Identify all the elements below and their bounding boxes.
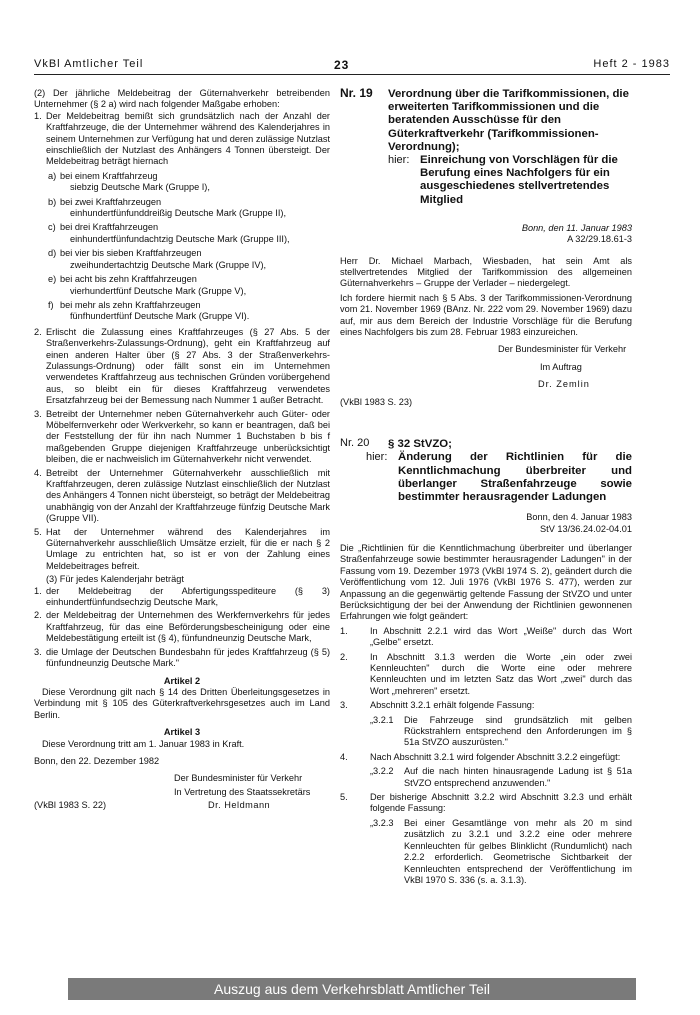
article-2-text: Diese Verordnung gilt nach § 14 des Dritten Überleitungsgesetzes in Verbindung mit § 105 des Güterkraftverkehrsgesetzes auch im Land Berlin. xyxy=(34,686,330,720)
page-number: 23 xyxy=(334,58,350,72)
reg-number-19: Nr. 19 xyxy=(340,86,373,100)
footer-banner: Auszug aus dem Verkehrsblatt Amtlicher Teil xyxy=(68,978,636,1000)
sub-item-e: e) bei acht bis zehn Kraftfahrzeugen vierhundertfünf Deutsche Mark (Gruppe V), xyxy=(48,274,247,296)
para-19a: Herr Dr. Michael Marbach, Wiesbaden, hat sein Amt als stellvertretendes Mitglied der Tarifkommission des allgemeinen Güternahverkehrs – Gruppe der Verlader – niedergelegt. xyxy=(340,255,632,289)
item-2: 2. Erlischt die Zulassung eines Kraftfahrzeuges (§ 27 Abs. 5 der Straßenverkehrs-Zulassungs-Ordnung), geht ein Kraftfahrzeug auf einen anderen Halter über (§ 27 Abs. 3 der Straßenverkehrs-Zulassungs-Ordnung) oder fällt sonst ein im Unternehmen verwendetes Kraftfahrzeug aus technischen Gründen vorübergehend aus, so bleibt ein für dieses Kraftfahrzeug verwendetes Ersatzfahrzeug bei der Bemessung nach Nummer 1 außer Betracht. xyxy=(34,326,330,406)
regulation-19 xyxy=(340,88,632,154)
hier-20 xyxy=(366,451,632,504)
quote-3-2-2: „3.2.2 Auf die nach hinten hinausragende Ladung ist § 51a StVZO entsprechend anzuwenden." xyxy=(370,766,632,788)
change-3: 3. Abschnitt 3.2.1 erhält folgende Fassung: xyxy=(340,700,535,711)
header-issue: Heft 2 - 1983 xyxy=(593,58,670,70)
para-2-intro: (2) Der jährliche Meldebeitrag der Güternahverkehr betreibenden Unternehmer (§ 2 a) wird nach folgender Maßgabe erhoben: xyxy=(34,88,330,110)
change-4: 4. Nach Abschnitt 3.2.1 wird folgender Abschnitt 3.2.2 eingefügt: xyxy=(340,751,621,762)
para3-item-3: 3. die Umlage der Deutschen Bundesbahn für jedes Kraftfahrzeug (§ 5) fünfundneunzig Deutsche Mark." xyxy=(34,646,330,669)
date-20: Bonn, den 4. Januar 1983 xyxy=(526,512,632,523)
date-19: Bonn, den 11. Januar 1983 xyxy=(521,222,632,233)
sig19-name: Dr. Zemlin xyxy=(538,379,590,390)
para-3: (3) Für jedes Kalenderjahr beträgt xyxy=(46,574,184,585)
change-1: 1. In Abschnitt 2.2.1 wird das Wort „Weiße" durch das Wort „Gelbe" ersetzt. xyxy=(340,625,632,648)
item-1: 1. Der Meldebeitrag bemißt sich grundsätzlich nach der Anzahl der Kraftfahrzeuge, die der Unternehmer während des Kalenderjahres in seinem Unternehmen zur Verfügung hat und deren zulässige Nutzlast einschließlich der Nutzlast des Anhängers 4 Tonnen übersteigt. Der Meldebeitrag beträgt hiernach xyxy=(34,110,330,167)
hier-text-20: Änderung der Richtlinien für die Kenntlichmachung überbreiter und überlanger Straßenfahrzeuge sowie bestimmter herausragender Ladungen xyxy=(398,451,632,503)
file-ref-19: A 32/29.18.61-3 xyxy=(567,234,632,245)
reg-number-20: Nr. 20 xyxy=(340,437,370,450)
reg-title-19: Verordnung über die Tarifkommissionen, die erweiterten Tarifkommissionen und die beratenden Ausschüsse für den Güterkraftverkehr (Tarifkommissionen-Verordnung); xyxy=(388,88,629,153)
para3-item-2: 2. der Meldebeitrag der Unternehmen des Werkfernverkehrs für jedes Kraftfahrzeug, für das eine Beförderungsbescheinigung oder eine Meldebestätigung erteilt ist (§ 4), fünfundneunzig Deutsche Mark, xyxy=(34,610,330,644)
hier-19 xyxy=(388,154,632,207)
para3-item-1: 1. der Meldebeitrag der Abfertigungsspediteure (§ 3) einhundertfünfundsechzig Deutsche Mark, xyxy=(34,585,330,608)
sub-list xyxy=(34,171,330,323)
hier-label: hier: xyxy=(388,154,410,167)
page-header xyxy=(34,58,670,75)
item-4: 4. Betreibt der Unternehmer Güternahverkehr ausschließlich mit Kraftfahrzeugen, deren zulässige Nutzlast einschließlich der Nutzlast des Anhängers 4 Tonnen nicht übersteigt, so beträgt der Meldebeitrag unabhängig von der Anzahl der Kraftfahrzeuge fünfzig Deutsche Mark (Gruppe VII). xyxy=(34,467,330,524)
change-5: 5. Der bisherige Abschnitt 3.2.2 wird Abschnitt 3.2.3 und erhält folgende Fassung: xyxy=(340,792,632,814)
item-5: 5. Hat der Unternehmer während des Kalenderjahres im Güternahverkehr ausschließlich Umsätze erzielt, für die er nach § 2 Umlage zu entrichten hat, so ist er von der Zahlung eines Meldebeitrages befreit. xyxy=(34,526,330,571)
sub-item-c: c) bei drei Kraftfahrzeugen einhundertfünfundachtzig Deutsche Mark (Gruppe III), xyxy=(48,222,290,244)
signature-title: Der Bundesminister für Verkehr xyxy=(174,773,303,784)
left-ref: (VkBl 1983 S. 22) xyxy=(34,800,107,811)
article-3-title: Artikel 3 xyxy=(163,727,201,738)
sig19-title: Der Bundesminister für Verkehr xyxy=(498,344,627,355)
item-3: 3. Betreibt der Unternehmer neben Güternahverkehr auch Güter- oder Möbelfernverkehr oder Werkverkehr, so kann er beantragen, daß bei der Feststellung der für ihn nach Nummer 1 Buchstaben b bis f maßgebenden Gruppe diejenigen Kraftfahrzeuge unberücksichtigt bleiben, die er nachweislich im Güternahverkehr nicht verwendet. xyxy=(34,408,330,465)
sub-item-b: b) bei zwei Kraftfahrzeugen einhundertfünfunddreißig Deutsche Mark (Gruppe II), xyxy=(48,196,287,219)
ref-19: (VkBl 1983 S. 23) xyxy=(340,396,413,407)
change-2: 2. In Abschnitt 3.1.3 werden die Worte „ein oder zwei Kennleuchten" durch die Worte eine oder mehrere Kennleuchten und im letzten Satz das Wort „zwei" durch das Wort „mehreren" ersetzt. xyxy=(340,651,632,696)
right-column xyxy=(340,88,632,886)
regulation-20 xyxy=(340,438,632,451)
para-20: Die „Richtlinien für die Kenntlichmachung überbreiter und überlanger Straßenfahrzeuge sowie bestimmter herausragender Ladungen" in der Fassung vom 19. Dezember 1973 (VkBl 1974 S. 2), geändert durch die Veröffentlichung vom 12. Juli 1976 (VkBl 1976 S. 477), werden zur Anpassung an die gegenwärtig geltende Fassung der StVZO und unter Berücksichtigung der bei der Anwendung der Richtlinien gewonnenen Erfahrungen wie folgt geändert: xyxy=(340,542,632,622)
article-3-text: Diese Verordnung tritt am 1. Januar 1983 in Kraft. xyxy=(42,738,245,749)
file-ref-20: StV 13/36.24.02-04.01 xyxy=(540,523,632,534)
hier-text-19: Einreichung von Vorschlägen für die Berufung eines Nachfolgers für ein ausgeschiedenes stellvertretendes Mitglied xyxy=(420,154,618,206)
quote-3-2-1: „3.2.1 Die Fahrzeuge sind grundsätzlich mit gelben Rückstrahlern entsprechend den Anforderungen im § 51a StVZO auszurüsten." xyxy=(370,714,632,748)
sig19-order: Im Auftrag xyxy=(540,361,582,372)
sub-item-d: d) bei vier bis sieben Kraftfahrzeugen zweihundertachtzig Deutsche Mark (Gruppe IV), xyxy=(48,248,267,270)
reg-title-20: § 32 StVZO; xyxy=(388,438,452,451)
place-date: Bonn, den 22. Dezember 1982 xyxy=(34,755,160,766)
sub-item-a: a) bei einem Kraftfahrzeug siebzig Deutsche Mark (Gruppe I), xyxy=(48,170,210,193)
quote-3-2-3: „3.2.3 Bei einer Gesamtlänge von mehr als 20 m sind zusätzlich zu 3.2.1 und 3.2.2 eine oder mehrere Kennleuchten für gelbes Blinklicht (Rundumlicht) nach 2.2.2 erforderlich. Geometrische Sichtbarkeit der Kennleuchten entsprechend der Veröffentlichung im VkBl 1970 S. 336 (s. a. 3.1.3). xyxy=(370,817,632,885)
hier-label-20: hier: xyxy=(366,451,388,464)
left-column xyxy=(34,88,330,812)
header-journal: VkBl Amtlicher Teil xyxy=(34,58,144,70)
sub-item-f: f) bei mehr als zehn Kraftfahrzeugen fünfhundertfünf Deutsche Mark (Gruppe VI). xyxy=(48,299,250,322)
para-19b: Ich fordere hiermit nach § 5 Abs. 3 der Tarifkommissionen-Verordnung vom 21. November 1969 (BAnz. Nr. 222 vom 29. November 1969) dazu auf, mir aus dem Bereich der Industrie Vorschläge für die Berufung eines Nachfolgers bis zum 28. Februar 1983 einzureichen. xyxy=(340,292,632,338)
signature-deputy: In Vertretung des Staatssekretärs xyxy=(174,786,311,797)
signature-name: Dr. Heldmann xyxy=(208,800,271,811)
article-2-title: Artikel 2 xyxy=(163,675,201,686)
